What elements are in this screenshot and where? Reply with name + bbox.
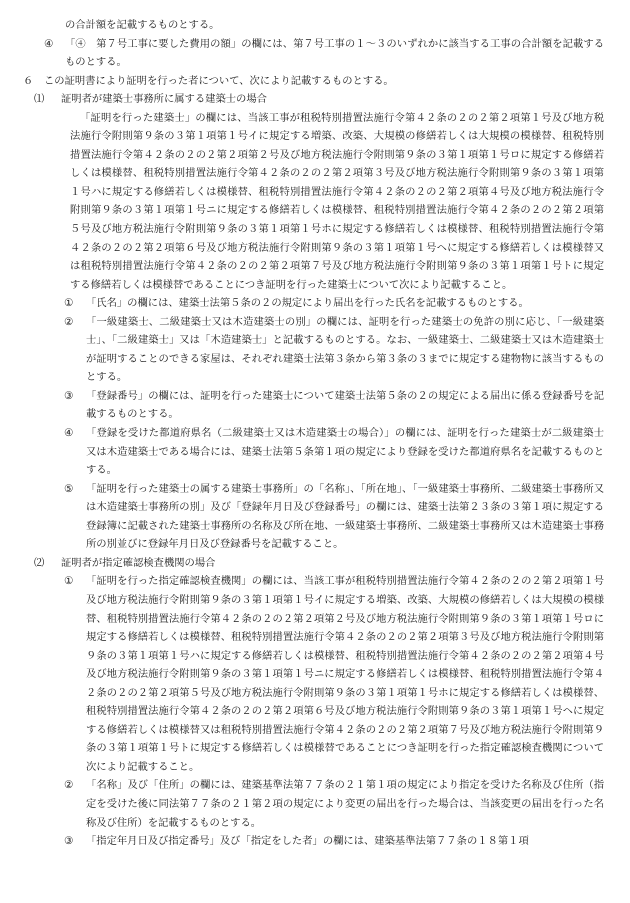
section-marker: ６ <box>23 74 34 87</box>
item-marker: ③ <box>64 835 74 848</box>
continued-text: の合計額を記載するものとする。 <box>65 19 220 31</box>
item-text: 「名称」及び「住所」の欄には、建築基準法第７７条の２１第１項の規定により指定を受けた名称及び住所（指定を受けた後に同法第７７条の２１第２項の規定により変更の届出を行った場合は、当該変更の届出を行った名称及び住所）を記載するものとする。 <box>86 779 604 829</box>
item-marker: ① <box>64 297 74 310</box>
sub2-heading <box>34 554 604 573</box>
item-text: 「指定年月日及び指定番号」及び「指定をした者」の欄には、建築基準法第７７条の１８第１項 <box>86 835 529 848</box>
item-marker: ③ <box>64 389 74 402</box>
sub2-item-3 <box>64 832 604 851</box>
item-marker: ② <box>64 779 74 792</box>
sub2-item-1 <box>64 572 604 776</box>
item-text: 「証明を行った建築士の属する建築士事務所」の「名称」、「所在地」、「一級建築士事務所、二級建築士事務所又は木造建築士事務所の別」及び「登録年月日及び登録番号」の欄には、建築士法第２３条の３第１項に規定する登録簿に記載された建築士事務所の名称及び所在地、一級建築士事務所、二級建築士事務所又は木造建築士事務所の別並びに登録年月日及び登録番号を記載すること。 <box>86 482 604 551</box>
section-6-heading <box>23 72 604 91</box>
sub1-item-2 <box>64 313 604 387</box>
sub-heading-text: 証明者が建築士事務所に属する建築士の場合 <box>61 93 267 106</box>
item-marker: ① <box>64 575 74 588</box>
sub1-item-4 <box>64 424 604 480</box>
sub-heading-text: 証明者が指定確認検査機関の場合 <box>61 556 216 569</box>
item-text: 「証明を行った指定確認検査機関」の欄には、当該工事が租税特別措置法施行令第４２条の２の２第２項第１号及び地方税法施行令附則第９条の３第１項第１号イに規定する増築、改築、大規模の修繕若しくは大規模の模様替、租税特別措置法施行令第４２条の２の２第２項第２号及び地方税法施行令附則第９条の３第１項第１号ロに規定する修繕若しくは模様替、租税特別措置法施行令第４２条の２の２第２項第３号及び地方税法施行令附則第９条の３第１項第１号ハに規定する修繕若しくは模様替、租税特別措置法施行令第４２条の２の２第２項第４号及び地方税法施行令附則第９条の３第１項第１号ニに規定する修繕若しくは模様替、租税特別措置法施行令第４２条の２の２第２項第５号及び地方税法施行令附則第９条の３第１項第１号ホに規定する修繕若しくは模様替、租税特別措置法施行令第４２条の２の２第２項第６号及び地方税法施行令附則第９条の３第１項第１号ヘに規定する修繕若しくは模様替又は租税特別措置法施行令第４２条の２の２第２項第７号及び地方税法施行令附則第９条の３第１項第１号トに規定する修繕若しくは模様替であることにつき証明を行った指定確認検査機関について次により記載すること。 <box>86 575 604 773</box>
item-text: 「④ 第７号工事に要した費用の額」の欄には、第７号工事の１～３のいずれかに該当する工事の合計額を記載するものとする。 <box>65 37 604 69</box>
item-marker: ⑤ <box>64 482 74 495</box>
item-text: 「登録番号」の欄には、証明を行った建築士について建築士法第５条の２の規定による届出に係る登録番号を記載するものとする。 <box>86 389 604 421</box>
sub1-item-1 <box>64 294 604 313</box>
sub-marker: ⑵ <box>34 556 45 569</box>
sub1-heading <box>34 90 604 109</box>
item-marker: ④ <box>64 427 74 440</box>
section-text: この証明書により証明を行った者について、次により記載するものとする。 <box>44 74 394 87</box>
item-marker: ② <box>64 315 74 328</box>
sub2-item-2 <box>64 776 604 832</box>
item-text: 「登録を受けた都道府県名（二級建築士又は木造建築士の場合）」の欄には、証明を行った建築士が二級建築士又は木造建築士である場合には、建築士法第５条第１項の規定により登録を受けた都道府県名を記載するものとする。 <box>86 427 604 477</box>
sub1-paragraph: 「証明を行った建築士」の欄には、当該工事が租税特別措置法施行令第４２条の２の２第２項第１号及び地方税法施行令附則第９条の３第１項第１号イに規定する増築、改築、大規模の修繕若しくは大規模の模様替、租税特別措置法施行令第４２条の２の２第２項第２号及び地方税法施行令附則第９条の３第１項第１号ロに規定する修繕若しくは模様替、租税特別措置法施行令第４２条の２の２第２項第３号及び地方税法施行令附則第９条の３第１項第１号ハに規定する修繕若しくは模様替、租税特別措置法施行令第４２条の２の２第２項第４号及び地方税法施行令附則第９条の３第１項第１号ニに規定する修繕若しくは模様替、租税特別措置法施行令第４２条の２の２第２項第５号及び地方税法施行令附則第９条の３第１項第１号ホに規定する修繕若しくは模様替、租税特別措置法施行令第４２条の２の２第２項第６号及び地方税法施行令附則第９条の３第１項第１号ヘに規定する修繕若しくは模様替又は租税特別措置法施行令第４２条の２の２第２項第７号及び地方税法施行令附則第９条の３第１項第１号トに規定する修繕若しくは模様替であることにつき証明を行った建築士について次により記載すること。 <box>70 111 604 291</box>
item-4-cost-7 <box>44 35 604 72</box>
sub1-item-3 <box>64 387 604 424</box>
item-marker: ④ <box>44 37 54 50</box>
sub-marker: ⑴ <box>34 93 45 106</box>
item-text: 「一級建築士、二級建築士又は木造建築士の別」の欄には、証明を行った建築士の免許の別に応じ、「一級建築士」、「二級建築士」又は「木造建築士」と記載するものとする。なお、一級建築士、二級建築士又は木造建築士が証明することのできる家屋は、それぞれ建築士法第３条から第３条の３までに規定する建物物に該当するものとする。 <box>86 315 604 384</box>
item-text: 「氏名」の欄には、建築士法第５条の２の規定により届出を行った氏名を記載するものとする。 <box>86 297 529 310</box>
sub1-item-5 <box>64 480 604 554</box>
